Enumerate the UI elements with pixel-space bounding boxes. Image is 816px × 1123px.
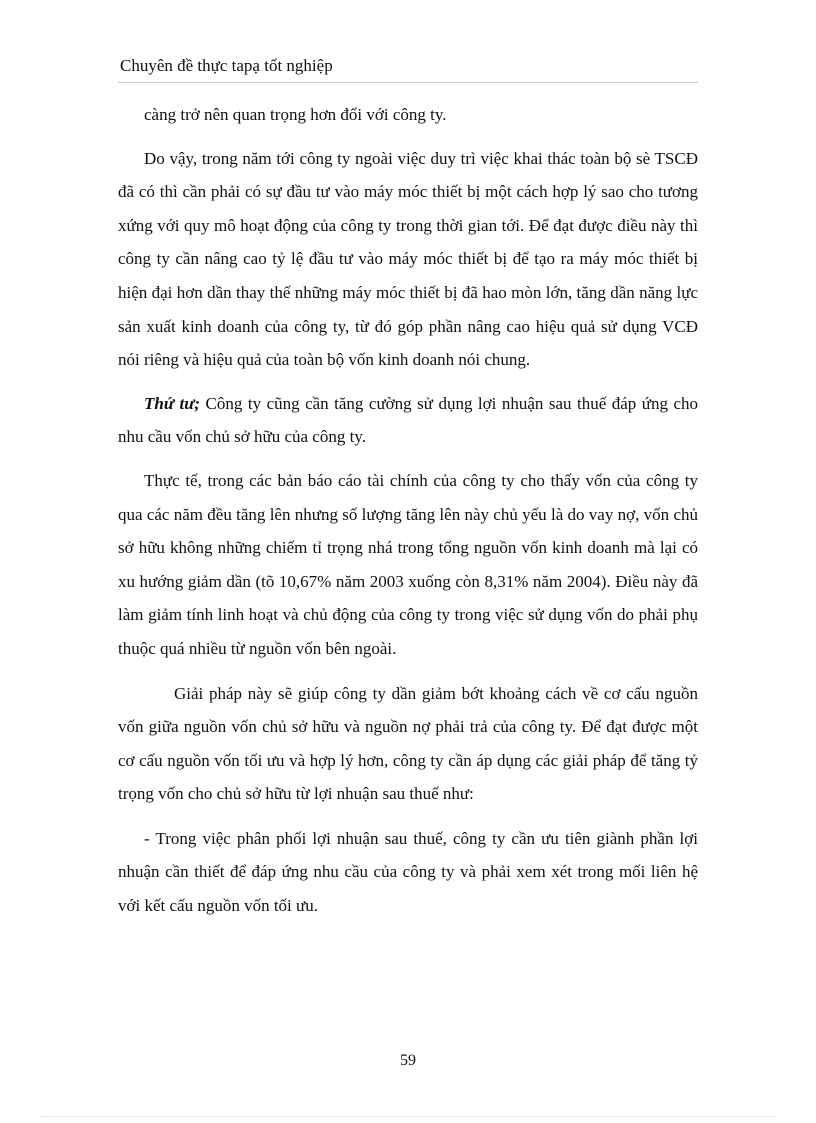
- paragraph-6: - Trong việc phân phối lợi nhuận sau thuế, công ty cần ưu tiên giành phần lợi nhuận cần thiết để đáp ứng nhu cầu của công ty và phải xem xét trong mối liên hệ với kết cấu nguồn vốn tối ưu.: [118, 828, 698, 916]
- document-header: Chuyên đề thực tapạ tốt nghiệp: [120, 56, 333, 75]
- paragraph-2: Do vậy, trong năm tới công ty ngoài việc duy trì việc khai thác toàn bộ sè TSCĐ đã có thì cần phải có sự đầu tư vào máy móc thiết bị một cách hợp lý sao cho tương xứng với quy mô hoạt động của công ty trong thời gian tới. Để đạt được điều này thì công ty cần nâng cao tỷ lệ đầu tư vào máy móc thiết bị để tạo ra máy móc thiết bị hiện đại hơn dần thay thế những máy móc thiết bị đã hao mòn lớn, tăng dần năng lực sản xuất kinh doanh của công ty, từ đó góp phần nâng cao hiệu quả sử dụng VCĐ nói riêng và hiệu quả của toàn bộ vốn kinh doanh nói chung.: [118, 148, 698, 370]
- paragraph-3-text: Công ty cũng cần tăng cường sử dụng lợi nhuận sau thuế đáp ứng cho nhu cầu vốn chủ sở hữu của công ty.: [118, 393, 699, 447]
- paragraph-3: [118, 387, 698, 454]
- page-number: 59: [400, 1052, 416, 1069]
- header-divider: [118, 82, 698, 83]
- paragraph-3-lead: Thứ tư;: [144, 393, 201, 413]
- paragraph-4: Thực tế, trong các bản báo cáo tài chính của công ty cho thấy vốn của công ty qua các năm đều tăng lên nhưng số lượng tăng lên này chủ yếu là do vay nợ, vốn chủ sở hữu không những chiếm tỉ trọng nhá trong tổng nguồn vốn kinh doanh mà lại có xu hướng giảm dần (tõ 10,67% năm 2003 xuống còn 8,31% năm 2004). Điều này đã làm giảm tính linh hoạt và chủ động của công ty trong việc sử dụng vốn do phải phụ thuộc quá nhiều từ nguồn vốn bên ngoài.: [118, 470, 698, 658]
- footer-divider: [40, 1116, 776, 1117]
- document-body: [118, 98, 698, 923]
- paragraph-1: càng trở nên quan trọng hơn đối với công ty.: [144, 105, 447, 124]
- paragraph-5: Giải pháp này sẽ giúp công ty dần giảm bớt khoảng cách về cơ cấu nguồn vốn giữa nguồn vốn chủ sở hữu và nguồn nợ phải trả của công ty. Để đạt được một cơ cấu nguồn vốn tối ưu và hợp lý hơn, công ty cần áp dụng các giải pháp để tăng tỷ trọng vốn cho chủ sở hữu từ lợi nhuận sau thuế như:: [118, 683, 698, 804]
